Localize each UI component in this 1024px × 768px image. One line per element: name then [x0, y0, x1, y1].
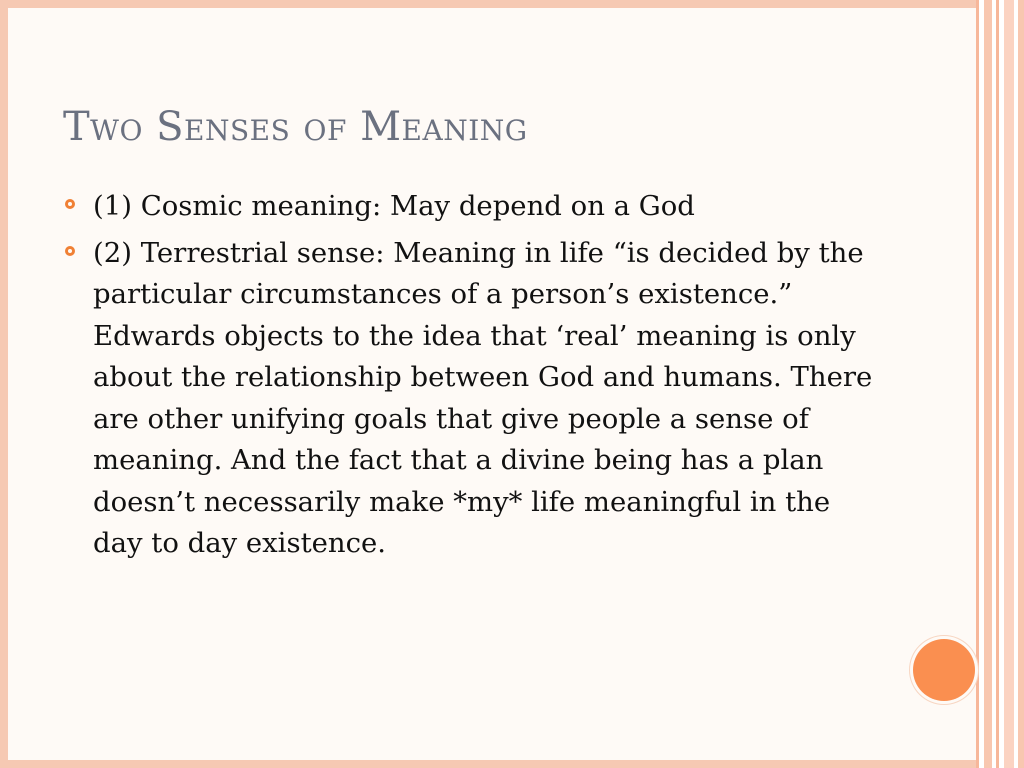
slide-border-top — [0, 0, 1024, 8]
decorative-stripes — [976, 0, 1024, 768]
slide-body — [62, 186, 882, 570]
slide-title: Two Senses of Meaning — [63, 104, 528, 150]
circle-bullet-icon — [65, 199, 75, 209]
bullet-item-terrestrial — [62, 233, 882, 565]
bullet-text: (1) Cosmic meaning: May depend on a God — [93, 190, 695, 222]
bullet-item-cosmic — [62, 186, 882, 228]
bullet-text: (2) Terrestrial sense: Meaning in life “is decided by the particular circumstances of a person’s existence.” — [93, 236, 864, 310]
slide-border-bottom — [0, 760, 1024, 768]
circle-bullet-icon — [65, 246, 75, 256]
slide-border-left — [0, 0, 8, 768]
stripe — [1004, 0, 1014, 768]
stripe — [976, 0, 979, 768]
stripe — [1018, 0, 1024, 768]
stripe — [984, 0, 992, 768]
stripe — [996, 0, 999, 768]
accent-circle-icon — [913, 639, 975, 701]
bullet-continuation: Edwards objects to the idea that ‘real’ meaning is only about the relationship between God and humans. There are other unifying goals that give people a sense of meaning. And the fact that a divine being has a plan doesn’t necessarily make *my* life meaningful in the day to day existence. — [93, 319, 873, 559]
